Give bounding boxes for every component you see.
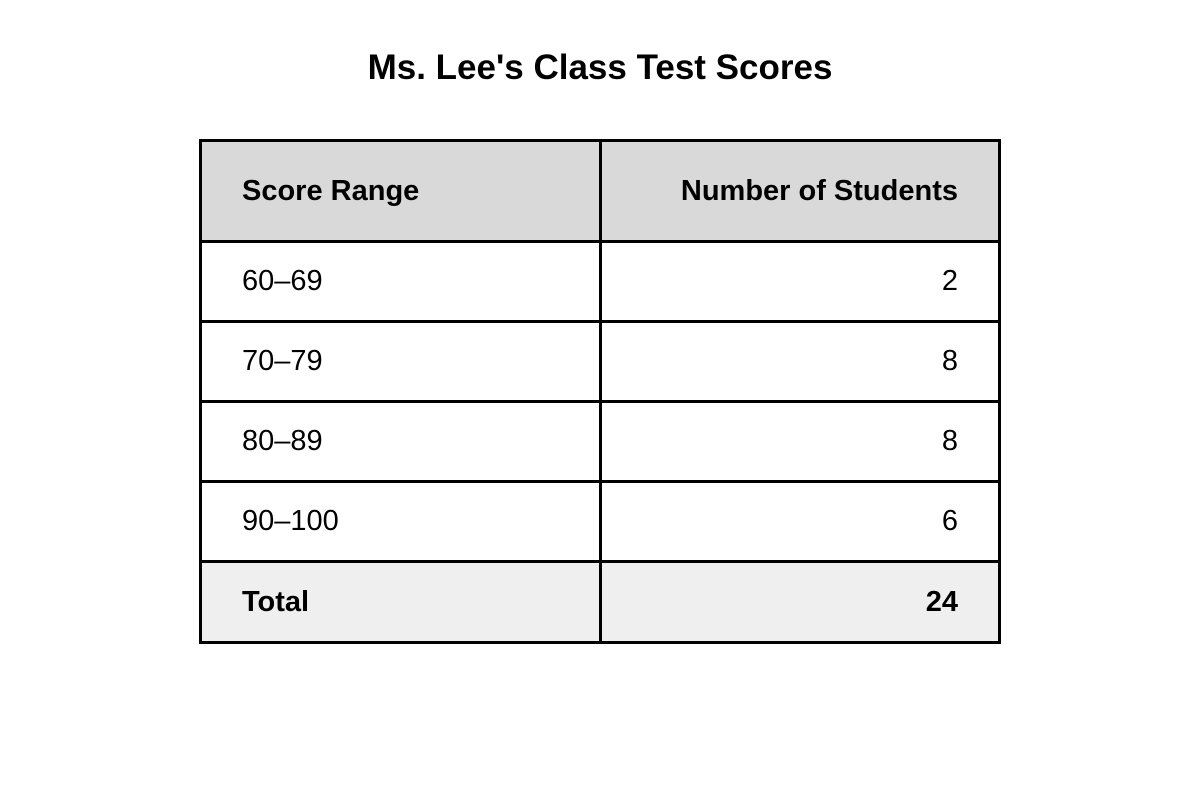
score-range-cell: 60–69: [201, 242, 601, 322]
table-row: [201, 402, 1000, 482]
score-table: [199, 139, 1001, 644]
student-count-cell: 8: [600, 322, 1000, 402]
table-row: [201, 242, 1000, 322]
total-row: [201, 562, 1000, 643]
table-header-row: [201, 141, 1000, 242]
student-count-cell: 6: [600, 482, 1000, 562]
table-row: [201, 482, 1000, 562]
total-label: Total: [201, 562, 601, 643]
table-row: [201, 322, 1000, 402]
score-range-cell: 90–100: [201, 482, 601, 562]
student-count-cell: 2: [600, 242, 1000, 322]
score-range-cell: 80–89: [201, 402, 601, 482]
page-title: Ms. Lee's Class Test Scores: [367, 48, 833, 87]
header-score-range: Score Range: [201, 141, 601, 242]
header-number-of-students: Number of Students: [600, 141, 1000, 242]
student-count-cell: 8: [600, 402, 1000, 482]
score-range-cell: 70–79: [201, 322, 601, 402]
total-count: 24: [600, 562, 1000, 643]
